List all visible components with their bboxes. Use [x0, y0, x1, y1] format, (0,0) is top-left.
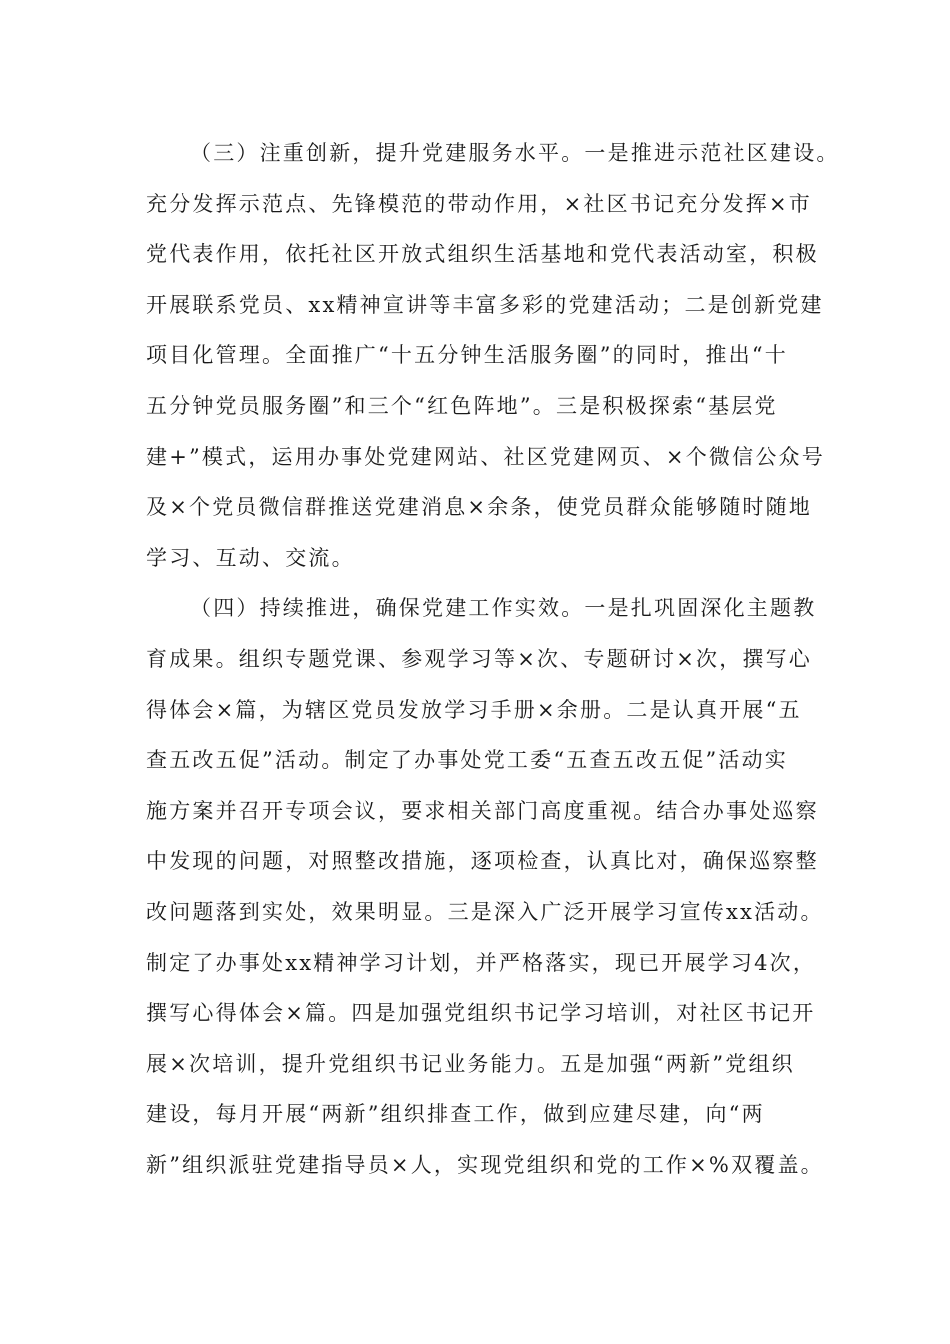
paragraph-4-line-7: 改问题落到实处，效果明显。三是深入广泛开展学习宣传xx活动。: [146, 899, 824, 924]
paragraph-4-line-6: 中发现的问题，对照整改措施，逐项检查，认真比对，确保巡察整: [146, 849, 819, 874]
paragraph-3-line-6: 五分钟党员服务圈”和三个“红色阵地”。三是积极探索“基层党: [146, 393, 778, 418]
document-body: [146, 128, 840, 1190]
paragraph-4-line-9: 撰写心得体会×篇。四是加强党组织书记学习培训，对社区书记开: [146, 1001, 816, 1026]
paragraph-4-line-11: 建设，每月开展“两新”组织排查工作，做到应建尽建，向“两: [146, 1102, 765, 1127]
paragraph-3-line-1: （三）注重创新，提升党建服务水平。一是推进示范社区建设。: [190, 141, 840, 165]
paragraph-3-line-3: 党代表作用，依托社区开放式组织生活基地和党代表活动室，积极: [146, 242, 819, 267]
paragraph-3-line-8: 及×个党员微信群推送党建消息×余条，使党员群众能够随时随地: [146, 495, 812, 520]
paragraph-4-line-1: （四）持续推进，确保党建工作实效。一是扎巩固深化主题教: [190, 596, 817, 621]
paragraph-4-line-4: 查五改五促”活动。制定了办事处党工委“五查五改五促”活动实: [146, 748, 789, 773]
paragraph-3-line-7: 建+”模式，运用办事处党建网站、社区党建网页、×个微信公众号: [146, 444, 825, 469]
paragraph-4-line-8: 制定了办事处xx精神学习计划，并严格落实，现已开展学习4次，: [146, 950, 817, 975]
paragraph-4-line-10: 展×次培训，提升党组织书记业务能力。五是加强“两新”党组织: [146, 1051, 795, 1076]
paragraph-3-line-4: 开展联系党员、xx精神宣讲等丰富多彩的党建活动；二是创新党建: [146, 292, 824, 317]
paragraph-3-line-9: 学习、互动、交流。: [146, 545, 355, 570]
paragraph-4-line-3: 得体会×篇，为辖区党员发放学习手册×余册。二是认真开展“五: [146, 697, 802, 722]
paragraph-3-line-2: 充分发挥示范点、先锋模范的带动作用，×社区书记充分发挥×市: [146, 191, 812, 216]
paragraph-3-line-5: 项目化管理。全面推广“十五分钟生活服务圈”的同时，推出“十: [146, 343, 789, 368]
paragraph-4-line-5: 施方案并召开专项会议，要求相关部门高度重视。结合办事处巡察: [146, 798, 819, 823]
paragraph-4-line-2: 育成果。组织专题党课、参观学习等×次、专题研讨×次，撰写心: [146, 646, 812, 671]
paragraph-4-line-12: 新”组织派驻党建指导员×人，实现党组织和党的工作×%双覆盖。: [146, 1152, 824, 1177]
